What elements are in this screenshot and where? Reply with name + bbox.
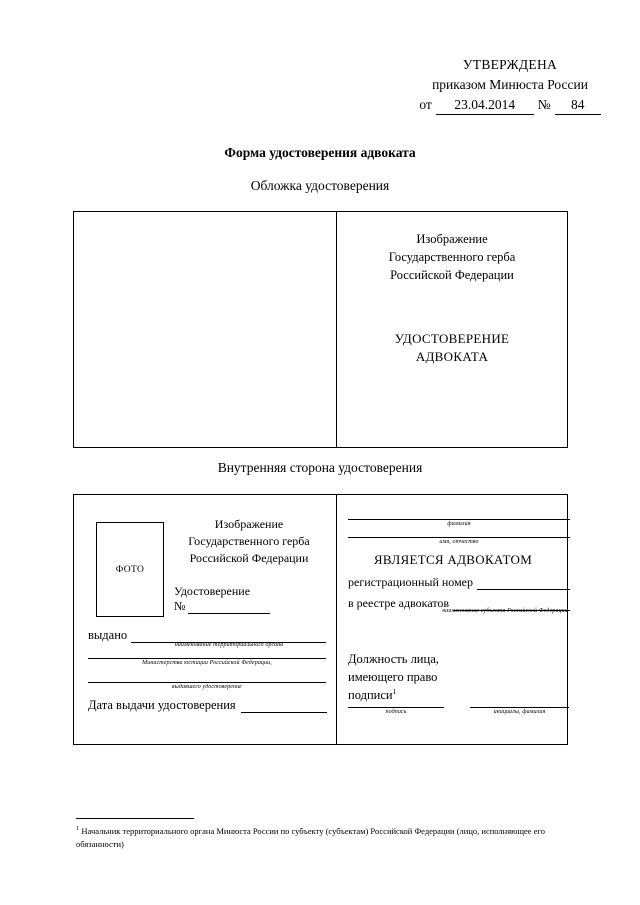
surname-blank-line [348, 519, 570, 520]
caption-initials-surname: инициалы, фамилия [493, 709, 546, 715]
position-line-3 [348, 687, 439, 705]
position-line-3-text: подписи [348, 687, 393, 702]
page-title: Форма удостоверения адвоката [224, 145, 416, 160]
issue-date-blank [241, 699, 327, 713]
certificate-number-row [174, 599, 270, 614]
caption-subject: наименование субъекта Российской Федерации [442, 608, 568, 614]
initials-surname-blank-line [470, 707, 569, 708]
issued-by-row [88, 628, 326, 643]
footnote-marker: 1 [76, 825, 80, 832]
position-line-1: Должность лица, [348, 652, 439, 666]
footnote [76, 824, 576, 850]
approval-order-line [385, 95, 635, 115]
inner-emblem-line-2: Государственного герба [188, 534, 310, 549]
footnote-separator [76, 818, 194, 819]
cover-emblem-line-2: Государственного герба [388, 249, 516, 264]
inner-emblem-line-3: Российской Федерации [189, 551, 309, 566]
approval-line-1: УТВЕРЖДЕНА [462, 57, 558, 72]
inner-left-panel [74, 495, 336, 744]
cover-card [73, 211, 568, 448]
inner-right-panel [337, 495, 567, 744]
approval-block [385, 55, 635, 115]
approval-from-label: от [419, 97, 432, 113]
issue-date-row [88, 698, 328, 713]
cover-id-caption [337, 330, 567, 366]
position-line-2: имеющего право [348, 669, 438, 684]
position-footnote-marker: 1 [392, 686, 397, 696]
cover-id-line-1: УДОСТОВЕРЕНИЕ [394, 331, 510, 347]
issue-date-label: Дата выдачи удостоверения [88, 698, 236, 712]
photo-placeholder [96, 522, 164, 617]
inner-card [73, 494, 568, 745]
given-names-blank-line [348, 537, 570, 538]
is-advocate-text: ЯВЛЯЕТСЯ АДВОКАТОМ [373, 552, 533, 567]
caption-ministry: Министерства юстиции Российской Федерации, [142, 660, 272, 666]
approval-line-2: приказом Минюста России [432, 76, 588, 92]
approval-number-symbol: № [537, 97, 551, 113]
signatory-position-block [348, 651, 439, 704]
cover-right-panel [337, 212, 567, 447]
signature-blank-line [348, 707, 444, 708]
approval-date-value: 23.04.2014 [436, 97, 534, 115]
footnote-text: Начальник территориального органа Минюста России по субъекту (субъектам) Российской Федерации (лицо, исполняющее его обязанности) [76, 825, 545, 849]
caption-surname: фамилия [447, 521, 471, 527]
registration-number-row [348, 575, 570, 590]
certificate-number-symbol: № [174, 599, 186, 613]
certificate-number-blank [188, 613, 270, 614]
cover-emblem-line-3: Российской Федерации [390, 267, 514, 282]
photo-label: ФОТО [115, 564, 145, 575]
cover-emblem-line-1: Изображение [416, 232, 488, 246]
section-title-inner: Внутренняя сторона удостоверения [217, 460, 423, 475]
certificate-label: Удостоверение [174, 584, 251, 598]
issued-by-blank [131, 629, 326, 643]
cover-emblem-caption [337, 231, 567, 284]
ministry-blank-line [88, 658, 326, 659]
section-title-cover: Обложка удостоверения [250, 178, 390, 193]
inner-emblem-caption [169, 516, 329, 567]
cover-id-line-2: АДВОКАТА [415, 349, 489, 365]
caption-given-names: имя, отчество [439, 539, 479, 545]
registry-label: в реестре адвокатов [348, 596, 450, 610]
issuing-blank-line [88, 682, 326, 683]
caption-issuing: выдавшего удостоверение [172, 684, 242, 690]
issued-by-label: выдано [88, 628, 128, 642]
caption-signature: подпись [385, 709, 407, 715]
caption-territorial-body: наименование территориального органа [174, 642, 284, 648]
registration-number-label: регистрационный номер [348, 575, 473, 589]
inner-emblem-line-1: Изображение [214, 517, 284, 531]
registration-number-blank [477, 577, 570, 590]
approval-number-value: 84 [555, 97, 601, 115]
